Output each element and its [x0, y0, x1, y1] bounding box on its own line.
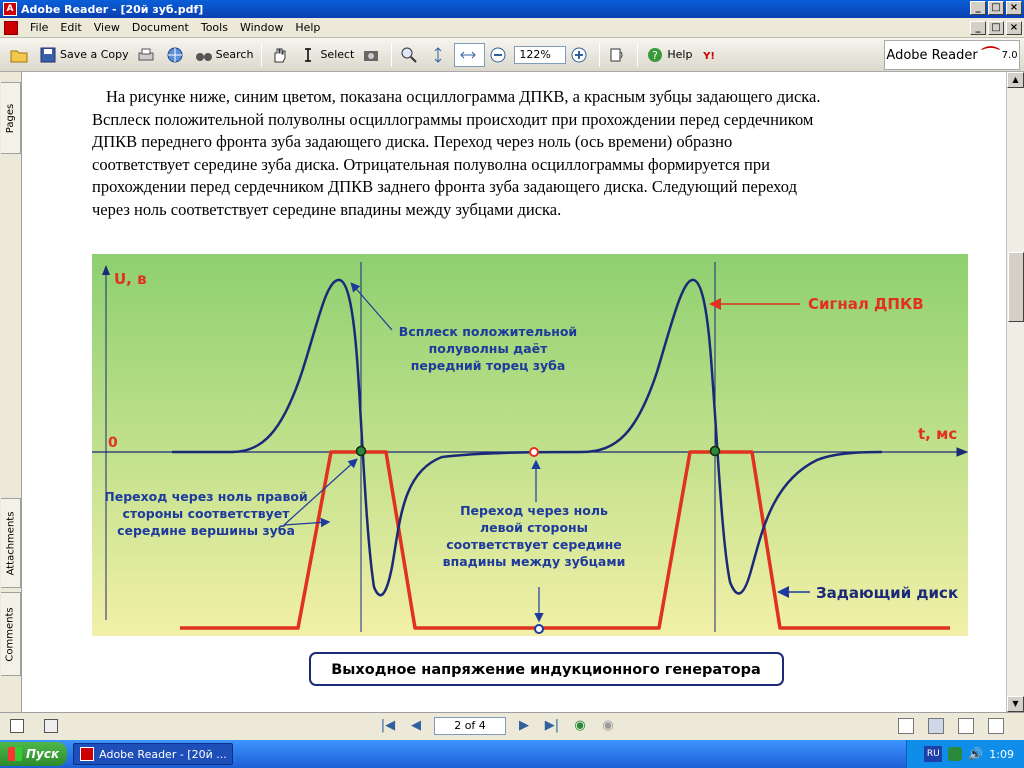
help-label: Help — [667, 48, 693, 61]
select-label: Select — [320, 48, 355, 61]
menu-view[interactable]: View — [93, 21, 120, 34]
tab-comments-label: Comments — [5, 606, 16, 662]
annotation-text: впадины между зубцами — [442, 554, 626, 569]
facing-layout-icon[interactable] — [958, 718, 974, 734]
scroll-up-button[interactable]: ▲ — [1007, 72, 1024, 88]
menu-file[interactable]: File — [30, 21, 49, 34]
document-icon — [4, 21, 18, 35]
pdf-page — [22, 72, 1006, 712]
volume-icon[interactable]: 🔊 — [968, 747, 984, 761]
window-title: Adobe Reader - [20й зуб.pdf] — [21, 2, 204, 16]
zero-label: 0 — [108, 435, 118, 451]
annotation-text: стороны соответствует — [122, 506, 290, 521]
start-label: Пуск — [26, 747, 60, 761]
next-view-button[interactable]: ◉ — [602, 718, 614, 733]
taskbar-item-label: Adobe Reader - [20й ... — [99, 747, 227, 761]
first-page-button[interactable]: |◀ — [380, 718, 396, 733]
tab-comments[interactable] — [1, 592, 21, 676]
yahoo-icon — [700, 46, 718, 64]
globe-icon — [166, 46, 184, 64]
annotation-text: соответствует середине — [446, 537, 622, 552]
maximize-button[interactable]: □ — [988, 1, 1004, 15]
minimize-button[interactable]: _ — [970, 1, 986, 15]
help-button[interactable] — [642, 43, 696, 67]
navigation-pane — [0, 72, 22, 712]
adobe-logo-icon: ⌒ — [981, 46, 1000, 67]
status-bar — [0, 712, 1024, 740]
taskbar-item-adobe-reader[interactable] — [73, 743, 233, 765]
annotation-text: Переход через ноль правой — [104, 489, 308, 504]
text-line: Всплеск положительной полуволны осциллограммы происходит при прохождении перед сердечником — [92, 109, 814, 129]
page-number-field[interactable]: 2 of 4 — [434, 717, 506, 735]
tab-attachments-label: Attachments — [5, 511, 16, 575]
toolbar-separator — [261, 43, 262, 67]
annotation-text: полуволны даёт — [428, 341, 548, 356]
windows-flag-icon — [8, 747, 22, 761]
scroll-down-button[interactable]: ▼ — [1007, 696, 1024, 712]
signal-label: Сигнал ДПКВ — [808, 295, 924, 313]
toolbar — [0, 38, 1024, 72]
zoom-level-field[interactable]: 122% — [514, 46, 566, 64]
menu-tools[interactable]: Tools — [200, 21, 228, 34]
ymail-button[interactable] — [696, 43, 725, 67]
help-icon — [646, 46, 664, 64]
rotate-view-button[interactable] — [604, 43, 633, 67]
fit-width-icon — [459, 46, 477, 64]
previous-view-button[interactable]: ◉ — [574, 718, 586, 733]
doc-close-button[interactable]: × — [1006, 21, 1022, 35]
zoom-out-button[interactable] — [485, 43, 514, 67]
search-label: Search — [215, 48, 254, 61]
hand-tool-button[interactable] — [266, 43, 295, 67]
fit-page-button[interactable] — [425, 43, 454, 67]
text-line: ДПКВ переднего фронта зуба задающего диска. Переход через ноль (ось времени) образно — [92, 132, 733, 152]
plus-circle-icon — [570, 46, 588, 64]
language-indicator[interactable]: RU — [924, 746, 942, 762]
continuous-layout-icon[interactable] — [928, 718, 944, 734]
snapshot-button[interactable] — [358, 43, 387, 67]
vertical-scrollbar[interactable] — [1006, 72, 1024, 712]
svg-text:Y!: Y! — [703, 50, 716, 62]
adobe-reader-icon: A — [3, 2, 17, 16]
text-line: прохождении перед сердечником ДПКВ заднего фронта зуба задающего диска. Следующий переход — [92, 177, 797, 197]
pane-toggle-icon[interactable] — [10, 719, 24, 733]
select-tool-button[interactable] — [295, 43, 358, 67]
save-copy-label: Save a Copy — [60, 48, 129, 61]
annotation-text: Всплеск положительной — [398, 324, 578, 339]
menu-edit[interactable]: Edit — [60, 21, 82, 34]
oscillogram-figure — [22, 72, 1006, 712]
binoculars-icon — [195, 46, 213, 64]
text-cursor-icon — [299, 46, 317, 64]
clock: 1:09 — [989, 747, 1014, 761]
last-page-button[interactable]: ▶| — [544, 718, 560, 733]
brand-version: 7.0 — [1001, 49, 1018, 61]
start-button[interactable] — [0, 742, 67, 766]
annotation-text: передний торец зуба — [410, 358, 566, 373]
doc-minimize-button[interactable]: _ — [970, 21, 986, 35]
brand-name: Adobe Reader — [886, 47, 978, 63]
adobe-reader-task-icon — [80, 747, 94, 761]
annotation-text: левой стороны — [480, 520, 588, 535]
minus-circle-icon — [489, 46, 507, 64]
document-view[interactable] — [22, 72, 1006, 712]
menu-help[interactable]: Help — [295, 21, 321, 34]
menu-window[interactable]: Window — [239, 21, 284, 34]
valley-point — [530, 448, 538, 456]
text-line: На рисунке ниже, синим цветом, показана осциллограмма ДПКВ, а красным зубцы задающего диска. — [106, 87, 821, 106]
zoom-in-button[interactable] — [566, 43, 595, 67]
zero-crossing-point — [357, 447, 366, 456]
next-page-button[interactable]: ▶ — [519, 718, 529, 733]
folder-icon — [10, 46, 28, 64]
figure-caption: Выходное напряжение индукционного генератора — [331, 662, 761, 678]
toolbar-separator — [391, 43, 392, 67]
page-size-icon — [44, 719, 58, 733]
layout-buttons — [898, 718, 1004, 734]
doc-restore-button[interactable]: □ — [988, 21, 1004, 35]
previous-page-button[interactable]: ◀ — [411, 718, 421, 733]
email-button[interactable] — [162, 43, 191, 67]
close-button[interactable]: × — [1006, 1, 1022, 15]
zoom-in-tool-button[interactable] — [396, 43, 425, 67]
toolbar-separator — [637, 43, 638, 67]
search-button[interactable] — [191, 43, 258, 67]
hand-icon — [270, 46, 288, 64]
save-copy-button[interactable] — [35, 43, 133, 67]
text-line: соответствует середине зуба диска. Отрицательная полуволна осциллограммы формируется при — [92, 154, 770, 174]
taskbar — [0, 740, 1024, 768]
svg-text:?: ? — [652, 48, 659, 62]
camera-icon — [362, 46, 380, 64]
system-tray — [906, 740, 1024, 768]
page-navigation — [378, 717, 618, 735]
disk-label: Задающий диск — [816, 584, 959, 602]
zero-crossing-point — [711, 447, 720, 456]
annotation-text: середине вершины зуба — [117, 523, 295, 538]
window-titlebar — [0, 0, 1024, 18]
continuous-facing-layout-icon[interactable] — [988, 718, 1004, 734]
toolbar-separator — [599, 43, 600, 67]
fit-height-icon — [429, 46, 447, 64]
single-page-layout-icon[interactable] — [898, 718, 914, 734]
annotation-text: Переход через ноль — [460, 503, 608, 518]
network-icon[interactable] — [948, 747, 962, 761]
print-button[interactable] — [133, 43, 162, 67]
menu-document[interactable]: Document — [131, 21, 189, 34]
printer-icon — [137, 46, 155, 64]
tab-pages[interactable] — [1, 82, 21, 154]
rotate-icon — [608, 46, 626, 64]
tab-attachments[interactable] — [1, 498, 21, 588]
open-button[interactable] — [6, 43, 35, 67]
y-axis-label: U, в — [114, 270, 147, 288]
x-axis-label: t, мс — [918, 425, 958, 443]
disk-icon — [39, 46, 57, 64]
menubar — [0, 18, 1024, 38]
text-line: через ноль соответствует середине впадины между зубцами диска. — [92, 199, 562, 219]
magnifier-icon — [400, 46, 418, 64]
adobe-reader-brand — [884, 40, 1020, 70]
tab-pages-label: Pages — [5, 103, 17, 133]
scroll-thumb[interactable] — [1008, 252, 1024, 322]
fit-width-button[interactable] — [454, 43, 485, 67]
valley-bottom-point — [535, 625, 543, 633]
